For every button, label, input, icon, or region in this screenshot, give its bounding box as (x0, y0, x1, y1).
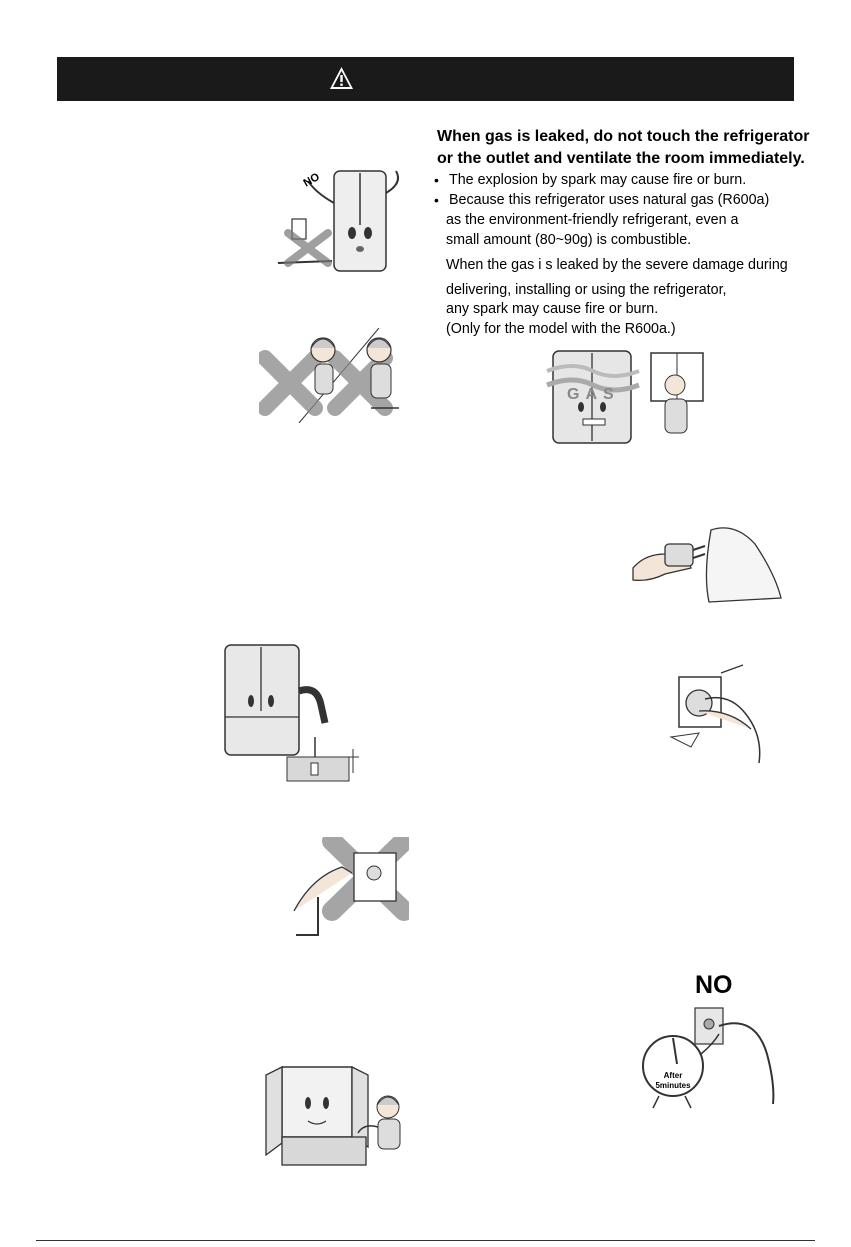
wipe-plug-illustration (625, 524, 783, 604)
bullet-icon: • (434, 172, 439, 188)
continuation-line-3: When the gas i s leaked by the severe damage during (446, 257, 788, 273)
continuation-line-2: small amount (80~90g) is combustible. (446, 232, 692, 248)
gas-warning-heading-line-1: When gas is leaked, do not touch the refrigerator (437, 128, 810, 145)
gas-warning-heading-line-2: or the outlet and ventilate the room immediately. (437, 150, 805, 167)
child-open-fridge-illustration (264, 1063, 408, 1167)
clock-minutes-text: 5minutes (655, 1081, 691, 1090)
grounding-illustration (221, 641, 359, 783)
bullet-text-2: Because this refrigerator uses natural gas (R600a) (449, 192, 770, 208)
warning-banner (57, 57, 794, 101)
no-sign-text: NO (695, 971, 733, 999)
wet-hands-outlet-illustration (259, 328, 413, 423)
wait-five-minutes-illustration (635, 1004, 777, 1110)
bullet-text-1: The explosion by spark may cause fire or burn. (449, 172, 747, 188)
gas-leak-ventilate-illustration (543, 345, 718, 449)
bullet-icon: • (434, 192, 439, 208)
continuation-line-6: (Only for the model with the R600a.) (446, 321, 676, 337)
continuation-line-1: as the environment-friendly refrigerant, even a (446, 212, 739, 228)
gas-label-text: GAS (567, 386, 620, 403)
damaged-outlet-illustration (292, 837, 409, 939)
clock-after-text: After (663, 1071, 683, 1080)
footer-rule (36, 1240, 815, 1241)
fridge-no-outlet-illustration (278, 163, 413, 275)
warning-triangle-icon (329, 66, 354, 90)
continuation-line-4: delivering, installing or using the refrigerator, (446, 282, 727, 298)
continuation-line-5: any spark may cause fire or burn. (446, 301, 659, 317)
pull-plug-illustration (669, 663, 771, 765)
no-speech-text: NO (301, 170, 322, 190)
